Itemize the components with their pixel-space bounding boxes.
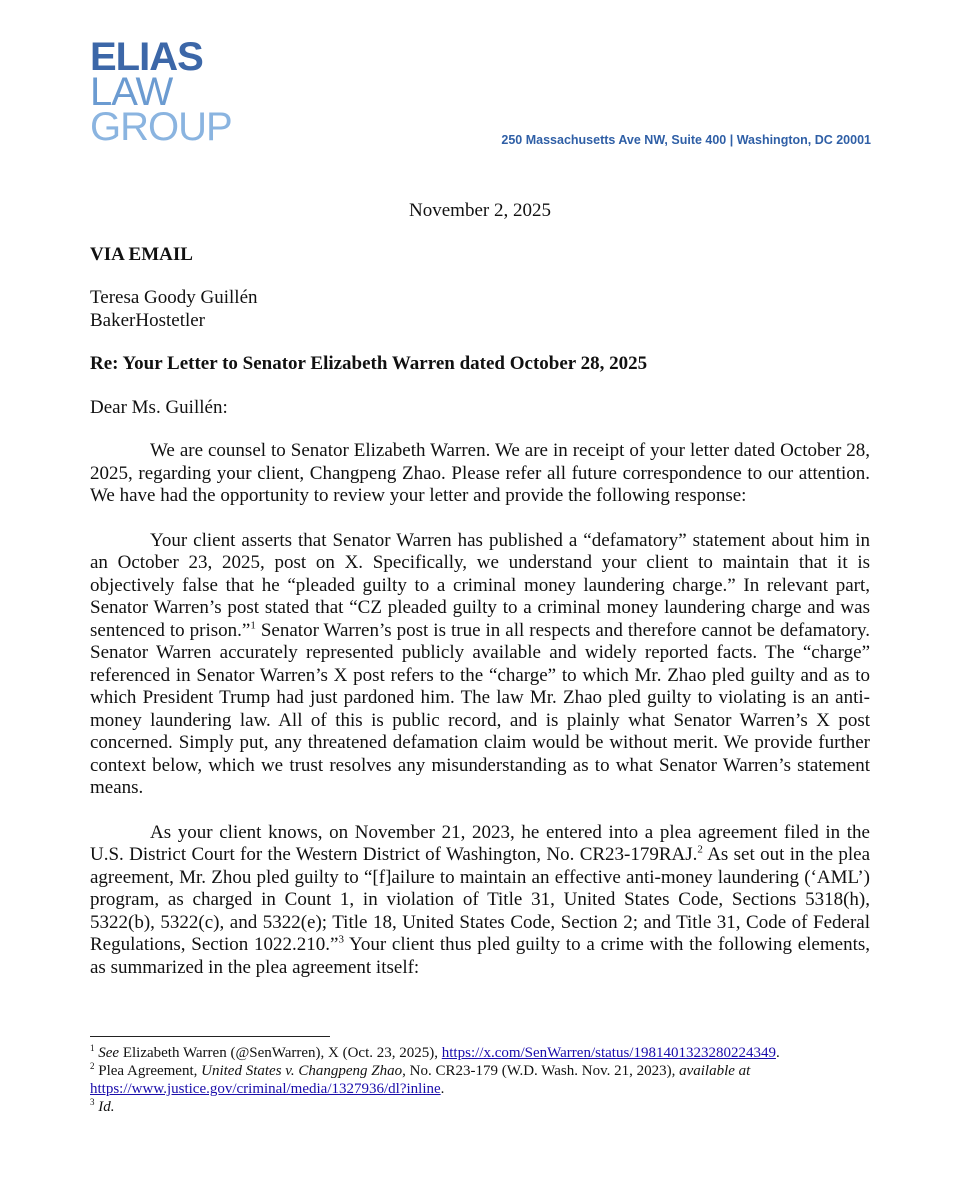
footnote-1	[90, 1044, 880, 1062]
footnote-2-number: 2	[90, 1061, 95, 1071]
footnote-ref-1[interactable]: 1	[250, 619, 256, 632]
salutation: Dear Ms. Guillén:	[90, 396, 228, 418]
footnote-1-text: Elizabeth Warren (@SenWarren), X (Oct. 23, 2025),	[119, 1045, 442, 1061]
paragraph-3-text-a: As your client knows, on November 21, 2023, he entered into a plea agreement filed in the U.S. District Court for the Western District of Washington, No. CR23-179RAJ.	[90, 821, 870, 865]
paragraph-3	[90, 822, 870, 980]
footnote-2-end: .	[440, 1081, 445, 1097]
footnotes	[90, 1044, 880, 1116]
recipient-firm: BakerHostetler	[90, 309, 206, 331]
letterhead-address: 250 Massachusetts Ave NW, Suite 400 | Washington, DC 20001	[501, 133, 871, 147]
footnote-2-available-at: available at	[679, 1063, 751, 1079]
footnote-divider	[90, 1036, 330, 1037]
footnote-3-number: 3	[90, 1097, 95, 1107]
footnote-ref-2[interactable]: 2	[697, 843, 703, 856]
footnote-2-case-name: United States v. Changpeng Zhao	[201, 1063, 403, 1079]
paragraph-1: We are counsel to Senator Elizabeth Warren. We are in receipt of your letter dated October 28, 2025, regarding your client, Changpeng Zhao. Please refer all future correspondence to our attention. We have had the opportunity to review your letter and provide the following response:	[90, 440, 870, 506]
elias-law-group-logo	[90, 35, 240, 149]
footnote-3	[90, 1098, 880, 1116]
paragraph-2	[90, 530, 870, 800]
logo-line-law: LAW	[90, 70, 173, 114]
paragraph-3-text-c: Your client thus pled guilty to a crime with the following elements, as summarized in the plea agreement itself:	[90, 934, 870, 978]
delivery-method: VIA EMAIL	[90, 243, 193, 265]
recipient-name: Teresa Goody Guillén	[90, 287, 258, 308]
footnote-2	[90, 1062, 880, 1098]
footnote-2-lead: Plea Agreement,	[94, 1063, 202, 1079]
footnote-3-text: Id.	[94, 1099, 115, 1115]
footnote-2-link[interactable]: https://www.justice.gov/criminal/media/1327936/dl?inline	[90, 1081, 441, 1097]
logo-line-elias: ELIAS	[90, 35, 203, 79]
letter-body	[90, 200, 870, 1001]
footnote-1-signal: See	[98, 1045, 120, 1061]
paragraph-3-text-b: As set out in the plea agreement, Mr. Zhou pled guilty to “[f]ailure to maintain an effective anti-money laundering (‘AML’) program, as charged in Count 1, in violation of Title 31, United States Code, Sections 5318(h), 5322(b), 5322(c), and 5322(e); Title 18, United States Code, Section 2; and Title 31, Code of Federal Regulations, Section 1022.210.”	[90, 844, 870, 955]
subject-line: Re: Your Letter to Senator Elizabeth Warren dated October 28, 2025	[90, 353, 648, 374]
recipient-block	[90, 287, 870, 332]
letter-date: November 2, 2025	[409, 200, 551, 221]
paragraph-2-text-a: Your client asserts that Senator Warren has published a “defamatory” statement about him in an October 23, 2025, post on X. Specifically, we understand your client to maintain that it is objectively false that he “pleaded guilty to a criminal money laundering charge.” In relevant part, Senator Warren’s post stated that “CZ pleaded guilty to a criminal money laundering charge and was sentenced to prison.”	[90, 529, 870, 641]
footnote-1-end: .	[775, 1045, 780, 1061]
footnote-1-link[interactable]: https://x.com/SenWarren/status/1981401323280224349	[441, 1045, 776, 1061]
footnote-2-mid: , No. CR23-179 (W.D. Wash. Nov. 21, 2023),	[402, 1063, 680, 1079]
footnote-ref-3[interactable]: 3	[338, 933, 344, 946]
paragraph-2-text-b: Senator Warren’s post is true in all respects and therefore cannot be defamatory. Senator Warren accurately represented publicly available and widely reported facts. The “charge” referenced in Senator Warren’s X post refers to the “charge” to which Mr. Zhao pled guilty and as to which President Trump had just pardoned him. The law Mr. Zhao pled guilty to violating is an anti-money laundering law. All of this is public record, and is plainly what Senator Warren’s X post concerned. Simply put, any threatened defamation claim would be without merit. We provide further context below, which we trust resolves any misunderstanding as to what Senator Warren’s statement means.	[90, 619, 870, 798]
logo-line-group: GROUP	[90, 105, 232, 149]
footnote-1-number: 1	[90, 1043, 95, 1053]
